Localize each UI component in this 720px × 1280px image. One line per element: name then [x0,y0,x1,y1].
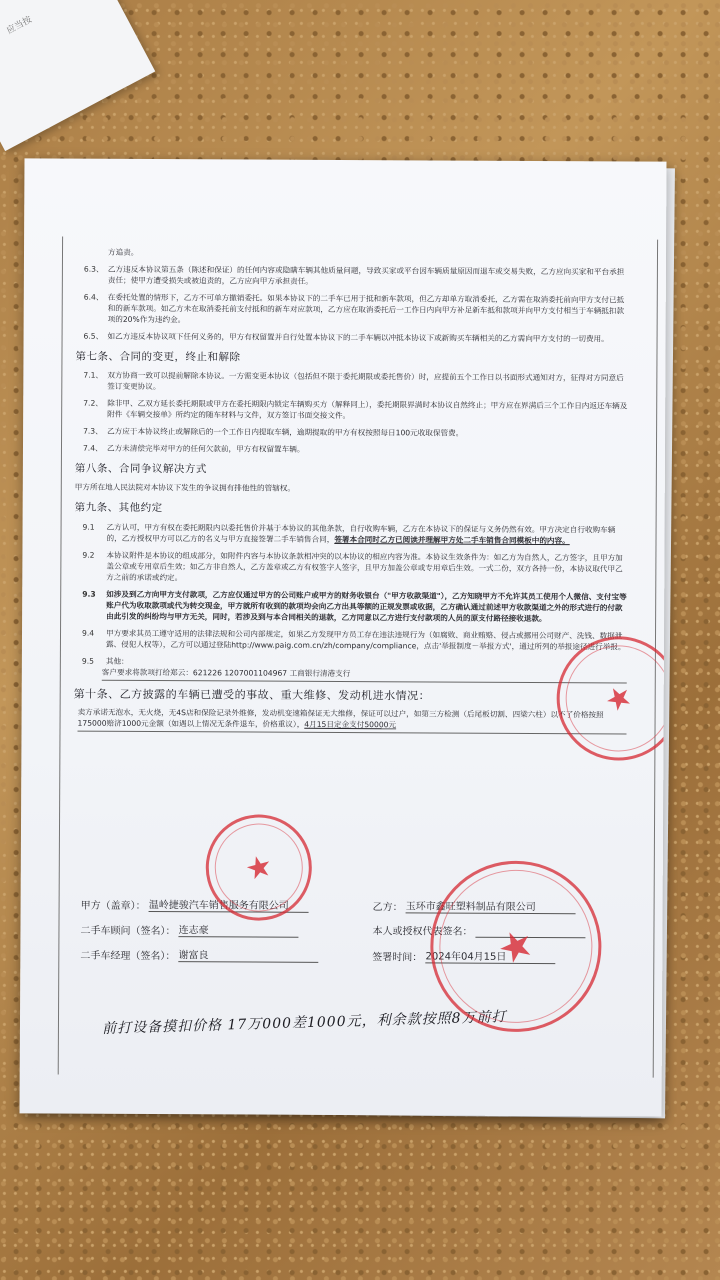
seal-star-icon: ★ [241,847,277,888]
manager-row: 二手车经理（签名）： 谢富良 [80,946,318,963]
consultant-row: 二手车顾问（签名）： 连志豪 [80,921,298,938]
authorized-row: 本人或授权代表签名： [372,922,585,938]
section-8-title: 第八条、合同争议解决方式 [74,462,207,476]
lead-text: 方追责。 [107,247,139,257]
manager-value: 谢富良 [178,946,318,963]
sign-time-row: 签署时间： 2024年04月15日 [372,947,555,964]
section-10-text: 卖方承诺无泡水，无火烧，无4S店和保险记录外维修，发动机变速箱保证无大维修，保证可以过户，如第三方检测（后尾板切割、四梁六柱）以不了价格按照175000赔济1000元金额（如遇以上情况无条件退车，价格重议），4月15日定金支付50000元 [78,706,627,734]
clause-9-5: 9.5 其他： [81,656,129,666]
clause-9-3: 9.3 如涉及到乙方向甲方支付款项，乙方应仅通过甲方的公司账户或甲方的财务收银台（"甲方收款渠道"），乙方知晓甲方不允许其员工使用个人微信、支付宝等账户代为收取款项或代为转交现金，甲方就所有收到的款项均会向乙方出具等额的正规发票或收据，乙方确认通过前述甲方收款渠道之外的形式进行的付款由此引发的纠纷均与甲方无关，同时，若涉及到与本合同相关的退款，乙方同意以乙方进行支付款项的人员的原支付路径接收退款。 [82,589,627,623]
section-10-title: 第十条、乙方披露的车辆已遭受的事故、重大维修、发动机进水情况： [73,687,431,703]
background-paper-text: 应当按 [5,14,34,37]
section-9-title: 第九条、其他约定 [74,502,163,515]
contract-body [73,247,629,740]
party-b-value: 玉环市鑫旺塑料制品有限公司 [406,897,576,914]
clause-9-4: 9.4 甲方要求其员工遵守适用的法律法规和公司内部规定，如果乙方发现甲方员工存在违法违规行为（如腐败、商业贿赂、侵占或挪用公司财产、洗钱、数据泄露、侵犯人权等），乙方可以通过登陆http://www.paig.com.cn/zh/company/compliance，点击'举报制度－举报方式'，通过所列的举报途径进行举报。 [81,628,626,652]
party-a-value: 温岭捷骏汽车销售服务有限公司 [149,896,309,913]
consultant-value: 连志豪 [179,921,299,938]
clause-9-1: 9.1 乙方认可，甲方有权在委托期限内以委托售价并基于本协议的其他条款，自行收购车辆，乙方在本协议下的保证与义务仍然有效。甲方决定自行收购车辆的，乙方授权甲方可以乙方的名义与甲方直接签署二手车销售合同，签署本合同时乙方已阅读并理解甲方处二手车销售合同模板中的内容。 [82,522,616,545]
clause-9-2: 9.2 本协议附件是本协议的组成部分，如附件内容与本协议条款相冲突的以本协议的相应内容为准。本协议生效条件为：如乙方为自然人，乙方签字，且甲方加盖公章或专用章后生效；如乙方非自然人，乙方盖章或乙方有权签字人签字，且甲方加盖公章或专用章后生效。一式二份，双方各持一份，本协议取代甲乙方之前的承诺或约定。 [82,550,623,582]
seal-star-icon: ★ [489,918,542,975]
background-paper-corner [0,0,155,151]
section-7-title: 第七条、合同的变更，终止和解除 [75,350,241,364]
handwritten-note: 前打设备摸扣价格 17万000差1000元，利余款按照8万前打 [101,1009,507,1038]
party-b-row: 乙方： 玉环市鑫旺塑料制品有限公司 [373,897,576,914]
party-a-row: 甲方（盖章）： 温岭捷骏汽车销售服务有限公司 [81,896,309,913]
clause-9-5-value: 客户要求将款项打给郑云：621226 1207001104967 工商银行清港支行 [102,666,627,683]
clause-7-4: 7.4、 乙方未清偿完毕对甲方的任何欠款前，甲方有权留置车辆。 [82,443,305,455]
clause-6-5: 6.5、 如乙方违反本协议项下任何义务的，甲方有权留置并自行处置本协议下的二手车辆以冲抵本协议下或新购买车辆相关的乙方需向甲方支付的一切费用。 [83,331,609,344]
section-8-text: 甲方所在地人民法院对本协议下发生的争议拥有排他性的管辖权。 [74,483,296,494]
sign-time-value: 2024年04月15日 [425,947,555,964]
clause-7-3: 7.3、 乙方应于本协议终止或解除后的一个工作日内提取车辆，逾期提取的甲方有权按照每日100元收取保管费。 [83,426,464,438]
clause-7-2: 7.2、 除非甲、乙双方延长委托期限或甲方在委托期限内锁定车辆购买方（解释同上），委托期限界满时本协议自然终止；甲方应在界满后三个工作日内返还车辆及附件《车辆交接单》所约定的随车材料与文件，双方签订书面交接文件。 [83,398,628,421]
clause-6-4: 6.4、 在委托处置的情形下，乙方不可单方撤销委托。如果本协议下的二手车已用于抵和新车款项，但乙方却单方取消委托，乙方需在取消委托前向甲方支付已抵和的新车款项。如乙方未在取消委托前支付抵和的新车对应款项，乙方应在取消委托后一工作日内向甲方补足新车抵和款项并向甲方支付相当于车辆抵扣款项的20%作为违约金。 [83,292,625,325]
clause-6-3: 6.3、 乙方违反本协议第五条（陈述和保证）的任何内容或隐瞒车辆其他质量问题，导致买家或平台因车辆质量原因而退车或交易失败，乙方应向买家和平台承担责任；使甲方遭受损失或被追责的，乙方应向甲方承担责任。 [83,264,625,286]
seal-star-icon: ★ [598,676,640,721]
contract-page [20,158,667,1116]
clause-7-1: 7.1、 双方协商一致可以提前解除本协议。一方需变更本协议（包括但不限于委托期限或委托售价）时，应提前五个工作日以书面形式通知对方，征得对方同意后签订变更协议。 [83,370,624,392]
